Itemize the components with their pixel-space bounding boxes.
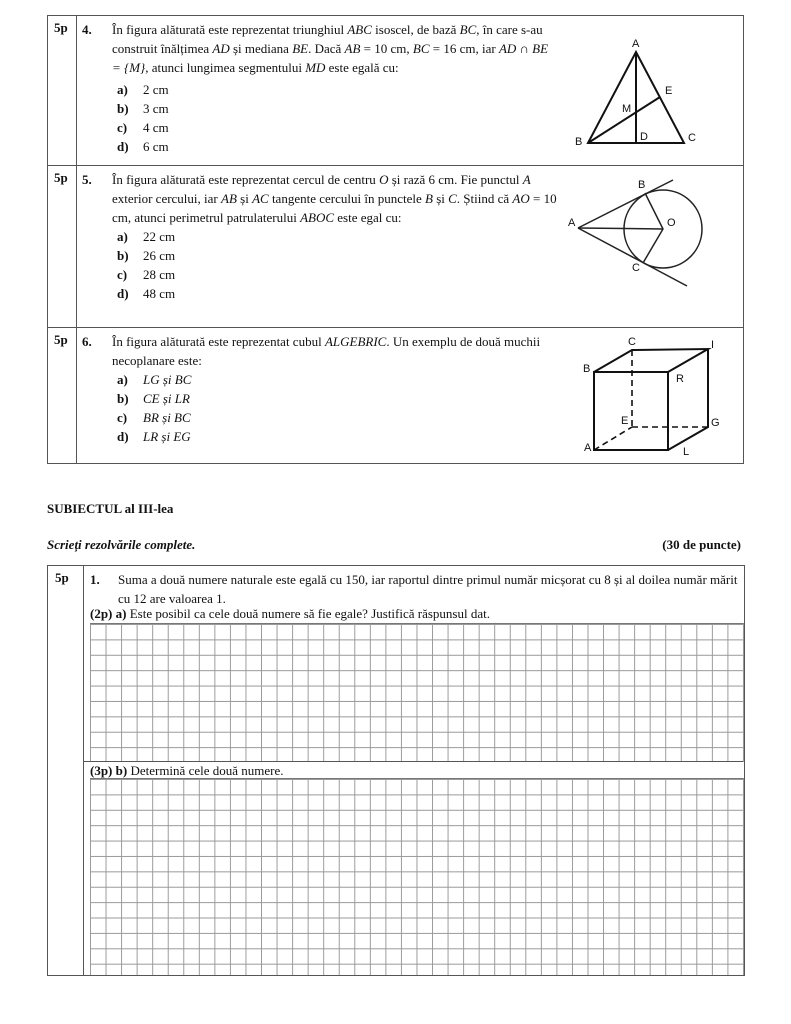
label-b: B — [638, 179, 646, 191]
circle-figure — [578, 180, 702, 286]
option-c: c) BR și BC — [117, 410, 191, 425]
cube-figure — [594, 349, 708, 450]
svg-text:B: B — [583, 363, 591, 375]
question-number: 4. — [82, 22, 92, 37]
part-a-prompt: (2p) a) Este posibil ca cele două numere să fie egale? Justifică răspunsul dat. — [90, 606, 490, 621]
problem-statement: 1. Suma a două numere naturale este egală cu 150, iar raportul dintre primul număr micșorat cu 8 și al doilea număr mărit cu 12 are valoarea 1. — [90, 572, 738, 606]
option-d: d) 6 cm — [117, 139, 169, 154]
option-b: b) CE și LR — [117, 391, 190, 406]
label-b: B — [575, 136, 583, 148]
col-divider — [83, 565, 84, 975]
svg-text:A: A — [584, 442, 592, 454]
part-b-prompt: (3p) b) Determină cele două numere. — [90, 763, 284, 778]
svg-text:L: L — [683, 446, 690, 458]
question-text: În figura alăturată este reprezentat cubul ALGEBRIC. Un exemplu de două muchii necoplanare este: — [112, 334, 541, 368]
part-divider — [83, 761, 743, 762]
geometry-figures — [0, 0, 791, 470]
svg-text:R: R — [676, 373, 684, 385]
option-c: c) 4 cm — [117, 120, 169, 135]
triangle-figure — [588, 52, 684, 143]
svg-text:I: I — [711, 339, 715, 351]
option-a: a) 22 cm — [117, 229, 176, 244]
svg-text:C: C — [628, 336, 636, 348]
answer-grid-a[interactable] — [90, 623, 744, 762]
label-a: A — [568, 217, 576, 229]
question-text: În figura alăturată este reprezentat cercul de centru O și rază 6 cm. Fie punctul A exterior cercului, iar AB și AC tangente cercului în punctele B și C. Știind că AO = 10 cm, atunci perimetrul patrulaterului ABOC este egal cu: — [112, 172, 557, 225]
answer-grid-b[interactable] — [90, 778, 744, 975]
option-b: b) 3 cm — [117, 101, 169, 116]
section-instruction: Scrieți rezolvările complete. — [47, 537, 196, 552]
label-o: O — [667, 217, 676, 229]
option-a: a) 2 cm — [117, 82, 169, 97]
option-a: a) LG și BC — [117, 372, 192, 387]
label-c: C — [688, 132, 696, 144]
question-points: 5p — [54, 170, 68, 185]
question-points: 5p — [54, 20, 68, 35]
label-e: E — [665, 85, 673, 97]
svg-text:E: E — [621, 415, 629, 427]
question-text: În figura alăturată este reprezentat triunghiul ABC isoscel, de bază BC, în care s-au construit înălțimea AD și mediana BE. Dacă AB = 10 cm, BC = 16 cm, iar AD ∩ BE = {M}, atunci lungimea segmentului MD este egală cu: — [112, 22, 549, 75]
option-c: c) 28 cm — [117, 267, 176, 282]
label-a: A — [632, 38, 640, 50]
problem-points: 5p — [55, 570, 69, 585]
question-points: 5p — [54, 332, 68, 347]
label-m: M — [622, 103, 632, 115]
section-title: SUBIECTUL al III-lea — [47, 501, 174, 516]
question-number: 6. — [82, 334, 92, 349]
option-d: d) LR și EG — [117, 429, 191, 444]
svg-text:G: G — [711, 417, 720, 429]
label-c: C — [632, 262, 640, 274]
label-d: D — [640, 131, 648, 143]
option-b: b) 26 cm — [117, 248, 176, 263]
section-total-points: (30 de puncte) — [662, 537, 741, 552]
option-d: d) 48 cm — [117, 286, 176, 301]
question-number: 5. — [82, 172, 92, 187]
